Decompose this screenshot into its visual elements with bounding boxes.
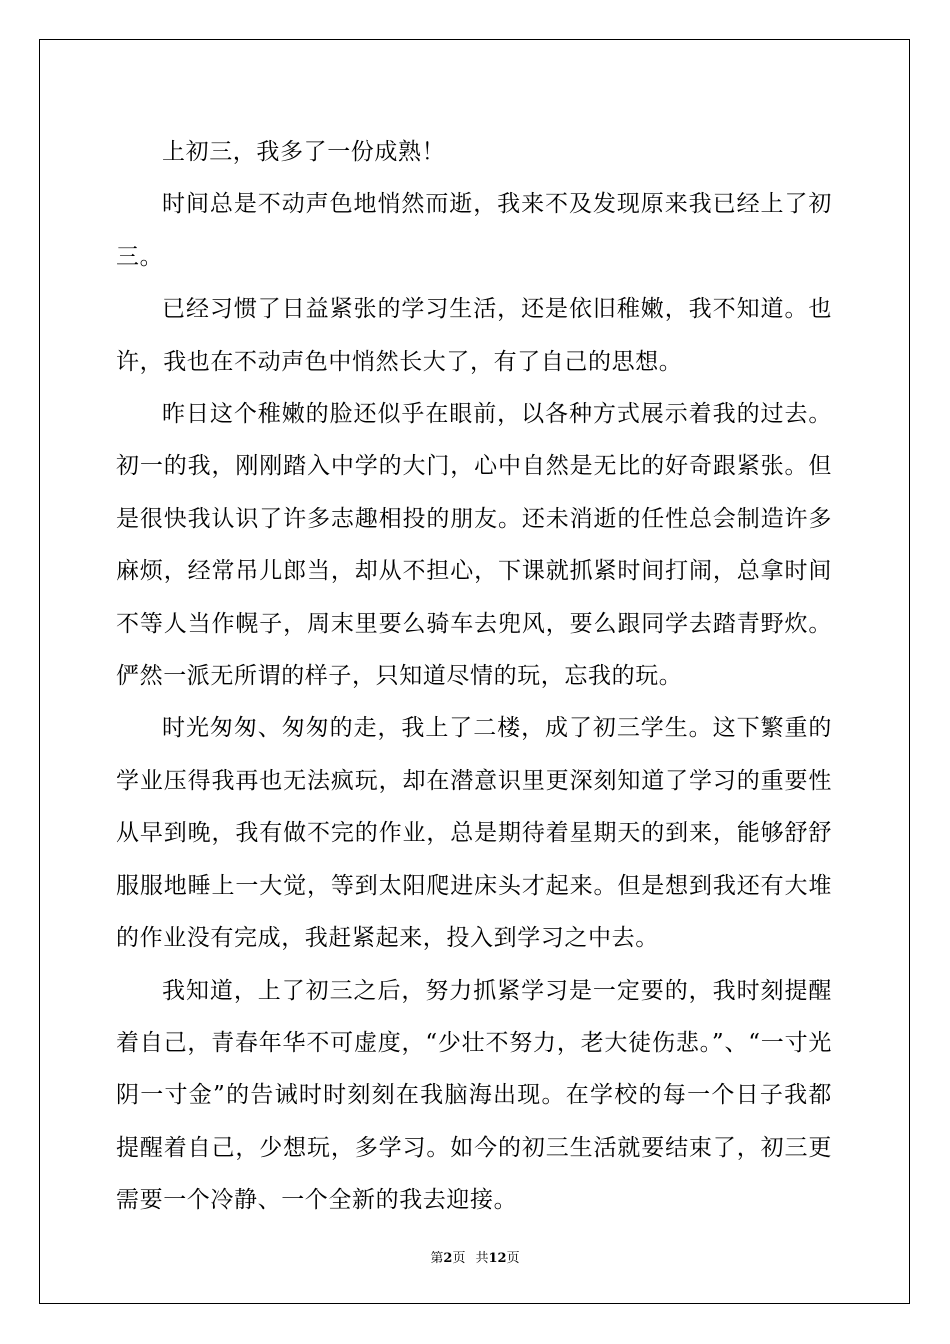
paragraph-1: 上初三，我多了一份成熟！ <box>162 139 446 165</box>
paragraph-5: 时光匆匆、匆匆的走，我上了二楼，成了初三学生。这下繁重的学业压得我再也无法疯玩，却在潜意识里更深刻知道了学习的重要性从早到晚，我有做不完的作业，总是期待着星期天的到来，能够舒舒服服地睡上一大觉，等到太阳爬进床头才起来。但是想到我还有大堆的作业没有完成，我赶紧起来，投入到学习之中去。 <box>116 715 832 952</box>
page-footer <box>0 1247 950 1266</box>
paragraph-3: 已经习惯了日益紧张的学习生活，还是依旧稚嫩，我不知道。也许，我也在不动声色中悄然长大了，有了自己的思想。 <box>116 296 832 375</box>
page-total-suffix: 页 <box>506 1251 520 1266</box>
document-body <box>116 126 832 1227</box>
page-total-count: 12 <box>488 1251 507 1266</box>
page-total-prefix: 共 <box>475 1251 489 1266</box>
paragraph-4: 昨日这个稚嫩的脸还似乎在眼前，以各种方式展示着我的过去。初一的我，刚刚踏入中学的大门，心中自然是无比的好奇跟紧张。但是很快我认识了许多志趣相投的朋友。还未消逝的任性总会制造许多麻烦，经常吊儿郎当，却从不担心，下课就抓紧时间打闹，总拿时间不等人当作幌子，周末里要么骑车去兜风，要么跟同学去踏青野炊。俨然一派无所谓的样子，只知道尽情的玩，忘我的玩。 <box>116 401 832 690</box>
page-number-current: 2 <box>443 1251 453 1266</box>
paragraph-2: 时间总是不动声色地悄然而逝，我来不及发现原来我已经上了初三。 <box>116 191 832 270</box>
paragraph-6: 我知道，上了初三之后，努力抓紧学习是一定要的，我时刻提醒着自己，青春年华不可虚度，“少壮不努力，老大徒伤悲。”、“一寸光阴一寸金”的告诫时时刻刻在我脑海出现。在学校的每一个日子我都提醒着自己，少想玩，多学习。如今的初三生活就要结束了，初三更需要一个冷静、一个全新的我去迎接。 <box>116 977 832 1214</box>
page-number-prefix: 第 <box>430 1251 444 1266</box>
page-number-suffix: 页 <box>452 1251 466 1266</box>
